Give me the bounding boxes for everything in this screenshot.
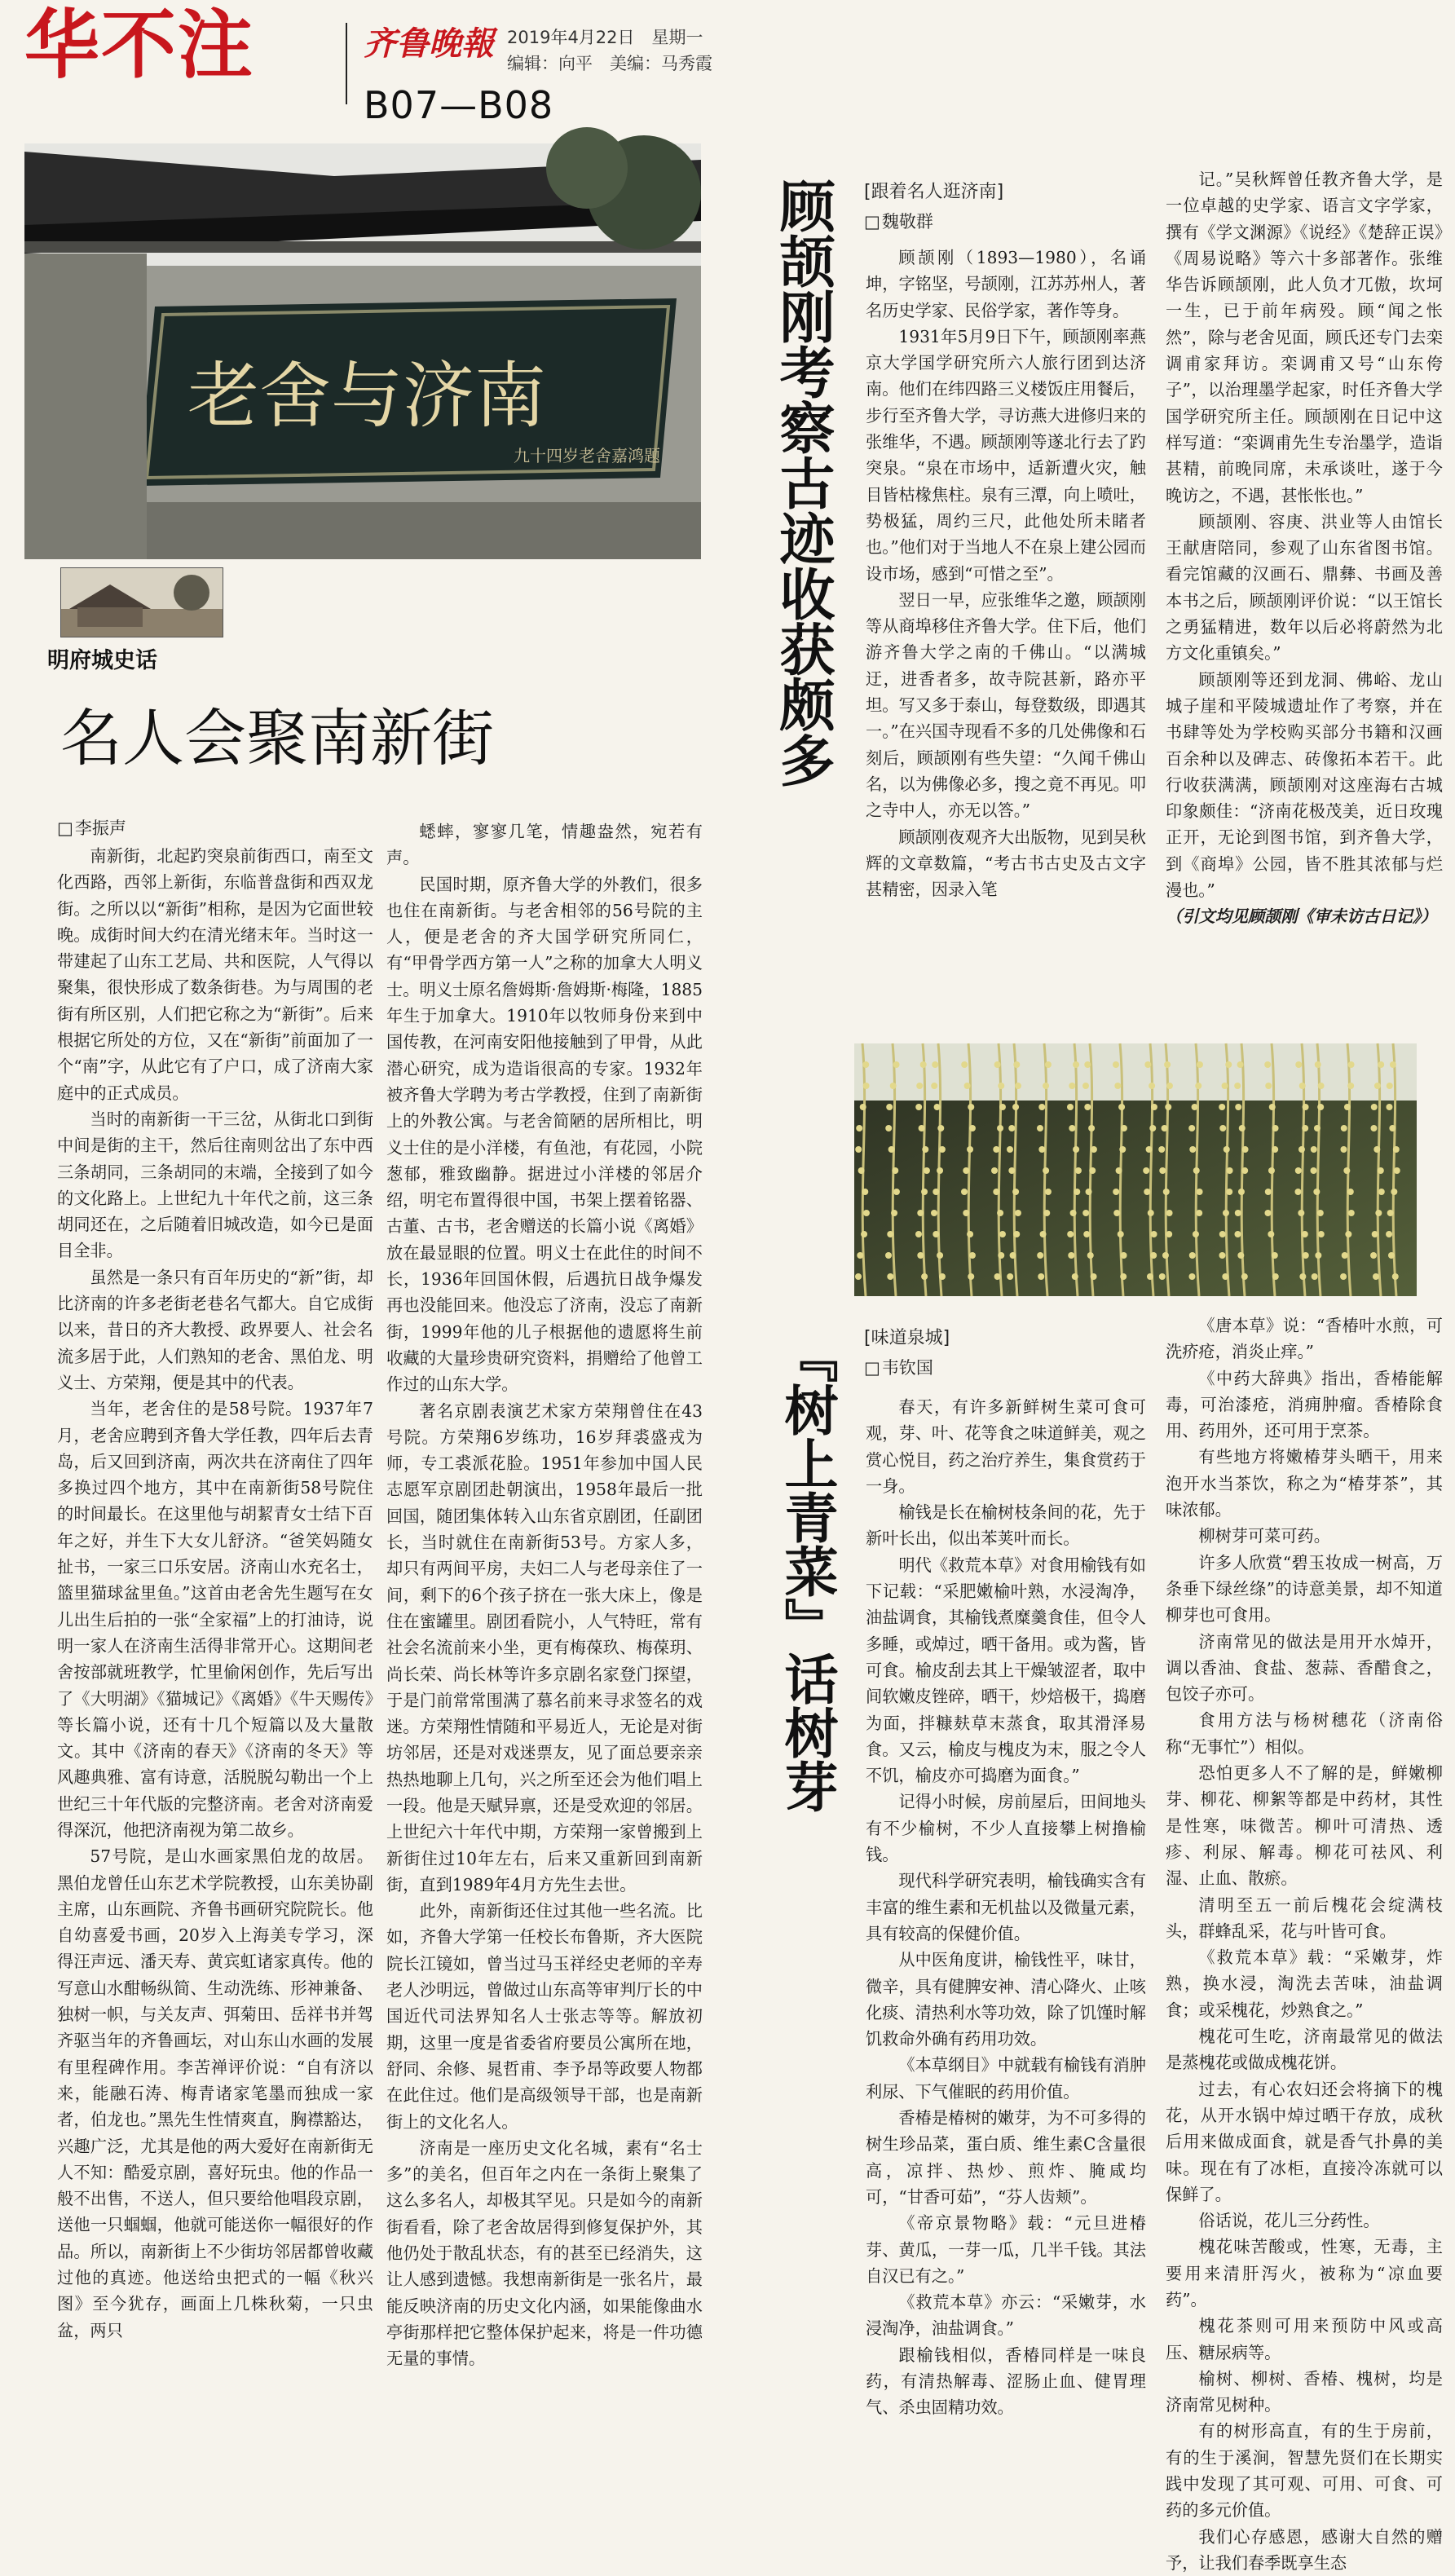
paragraph: 榆钱是长在榆树枝条间的花，先于新叶长出，似出苯荚叶而长。 (866, 1502, 1146, 1549)
article-headline-vertical: 顾颉刚考察古迹收获颇多 (770, 178, 835, 787)
paragraph: 记。”吴秋辉曾任教齐鲁大学，是一位卓越的史学家、语言文字学家，撰有《学文渊源》《说经》《楚辞正误》《周易说略》等六十多部著作。张维华告诉顾颉刚，此人负才兀傲，坎坷一生，已于前年病殁。顾“闻之怅然”，除与老舍见面，顾氏还专门去栾调甫家拜访。栾调甫又号“山东侉子”，以治理墨学起家，时任齐鲁大学国学研究所主任。顾颉刚在日记中这样写道：“栾调甫先生专治墨学，造诣甚精，前晚同席，未承谈吐，遂于今晚访之，不遇，甚怅怅也。” (1166, 170, 1443, 505)
column-label: 明府城史话 (47, 648, 157, 673)
paragraph: 著名京剧表演艺术家方荣翔曾住在43号院。方荣翔6岁练功，16岁拜裘盛戎为师，专工裘派花脸。1951年参加中国人民志愿军京剧团赴朝演出，1958年最后一批回国，随团集体转入山东省京剧团，任副团长，当时就住在南新街53号。方家人多，却只有两间平房，夫妇二人与老母亲住了一间，剩下的6个孩子挤在一张大床上，像是住在蜜罐里。剧团看院小，人气特旺，常有社会名流前来小坐，更有梅葆玖、梅葆玥、尚长荣、尚长林等许多京剧名家登门探望，于是门前常常围满了慕名前来寻求签名的戏迷。方荣翔性情随和平易近人，无论是对街坊邻居，还是对戏迷票友，见了面总要亲亲热热地聊上几句，兴之所至还会为他们唱上一段。他是天赋异禀，还是受欢迎的邻居。上世纪六十年代中期，方荣翔一家曾搬到上新街住过10年左右，后来又重新回到南新街，直到1989年4月方先生去世。 (386, 1400, 703, 1895)
paragraph: 顾颉刚夜观齐大出版物，见到吴秋辉的文章数篇，“考古书古史及古文字甚精密，因录入笔 (866, 827, 1146, 900)
paragraph: 俗话说，花儿三分药性。 (1198, 2211, 1380, 2231)
paragraph: 跟榆钱相似，香椿同样是一味良药，有清热解毒、涩肠止血、健胃理气、杀虫固精功效。 (866, 2344, 1146, 2418)
paragraph: 民国时期，原齐鲁大学的外教们，很多也住在南新街。与老舍相邻的56号院的主人，便是老舍的齐大国学研究所同仁，有“甲骨学西方第一人”之称的加拿大人明义士。明义士原名詹姆斯·詹姆斯·梅隆，1885年生于加拿大。1910年以牧师身份来到中国传教，在河南安阳他接触到了甲骨，从此潜心研究，成为造诣很高的专家。1932年被齐鲁大学聘为考古学教授，住到了南新街上的外教公寓。与老舍简陋的居所相比，明义士住的是小洋楼，有鱼池，有花园，小院葱郁，雅致幽静。据进过小洋楼的邻居介绍，明宅布置得很中国，书架上摆着铭器、古董、古书，老舍赠送的长篇小说《离婚》放在最显眼的位置。明义士在此住的时间不长，1936年回国休假，后遇抗日战争爆发再也没能回来。他没忘了济南，没忘了南新街，1999年他的儿子根据他的遗愿将生前收藏的大量珍贵研究资料，捐赠给了他曾工作过的山东大学。 (386, 874, 703, 1395)
newspaper-logo: 齐鲁晚報 (364, 24, 494, 63)
paragraph: 《本草纲目》中就载有榆钱有消肿利尿、下气催眠的药用价值。 (866, 2055, 1146, 2102)
paragraph: 现代科学研究表明，榆钱确实含有丰富的维生素和无机盐以及微量元素，具有较高的保健价值。 (866, 1871, 1146, 1943)
rubric-text: 味道泉城 (871, 1328, 943, 1348)
page-range: B07—B08 (364, 83, 554, 127)
paragraph: 有些地方将嫩椿芽头晒干，用来泡开水当茶饮，称之为“椿芽茶”，其味浓郁。 (1166, 1447, 1443, 1520)
article-body-column-2 (1166, 1312, 1443, 2573)
paragraph: 顾颉刚等还到龙洞、佛峪、龙山城子崖和平陵城遗址作了考察，并在书肆等处为学校购买部分书籍和汉画百余种以及碑志、砖像拓本若干。此行收获满满，顾颉刚对这座海右古城印象颇佳：“济南花极茂美，近日玫瑰正开，无论到图书馆，到齐鲁大学，到《商埠》公园，皆不胜其浓郁与烂漫也。” (1166, 669, 1443, 901)
article-byline: □ 李振声 (57, 815, 126, 840)
paragraph: 恐怕更多人不了解的是，鲜嫩柳芽、柳花、柳絮等都是中药材，其性是性寒，味微苦。柳叶可清热、透疹、利尿、解毒。柳花可祛风、利湿、止血、散瘀。 (1166, 1763, 1443, 1889)
paragraph: 南新街，北起趵突泉前街西口，南至文化西路，西邻上新街，东临普盘街和西双龙街。之所以以“新街”相称，是因为它面世较晚。成街时间大约在清光绪末年。当时这一带建起了山东工艺局、共和医院，人气得以聚集，很快形成了数条街巷。为与周围的老街有所区别，人们把它称之为“新街”。后来根据它所处的方位，又在“新街”前面加了一个“南”字，从此它有了户口，成了济南大家庭中的正式成员。 (57, 846, 373, 1103)
section-title: 华不注 (24, 2, 255, 89)
paragraph: 顾颉刚、容庚、洪业等人由馆长王献唐陪同，参观了山东省图书馆。看完馆藏的汉画石、鼎彝、书画及善本书之后，顾颉刚评价说：“以王馆长之勇猛精进，数年以后必将蔚然为北方文化重镇矣。” (1166, 511, 1443, 664)
laoshe-plaque-photo (24, 143, 701, 559)
paragraph: 春天，有许多新鲜树生菜可食可观，芽、叶、花等食之味道鲜美，观之赏心悦目，药之治疗养生，集食赏药于一身。 (866, 1397, 1146, 1496)
paragraph: 从中医角度讲，榆钱性平，味甘，微辛，具有健脾安神、清心降火、止咳化痰、清热利水等功效，除了饥馑时解饥救命外确有药用功效。 (866, 1950, 1146, 2049)
article-body-column-1 (57, 843, 373, 2481)
paragraph: 当年，老舍住的是58号院。1937年7月，老舍应聘到齐鲁大学任教，四年后去青岛，后又回到济南，两次共在济南住了四年多换过四个地方，其中在南新街58号院住的时间最长。在这里他与胡絜青女士结下百年之好，并生下大女儿舒济。“爸笑妈随女扯书，一家三口乐安居。济南山水充名士，篮里猫球盆里鱼。”这首由老舍先生题写在女儿出生后拍的一张“全家福”上的打油诗，说明一家人在济南生活得非常开心。这期间老舍按部就班教学，忙里偷闲创作，先后写出了《大明湖》《猫城记》《离婚》《牛天赐传》等长篇小说，还有十几个短篇以及大量散文。其中《济南的春天》《济南的冬天》等风趣典雅、富有诗意，活脱脱勾勒出一个上世纪三十年代版的完整济南。老舍对济南爱得深沉，他把济南视为第二故乡。 (57, 1399, 373, 1840)
paragraph: 翌日一早，应张维华之邀，顾颉刚等从商埠移住齐鲁大学。住下后，他们游齐鲁大学之南的千佛山。“以满城迂，进香者多，故寺院甚新，路亦平坦。写又多于泰山，每登数级，即遇其一。”在兴国寺现看不多的几处佛像和石刻后，顾颉刚有些失望：“久闻千佛山名，以为佛像必多，搜之竟不再见。叩之寺中人，亦无以答。” (866, 589, 1146, 821)
issue-date: 2019年4月22日 星期一 (507, 28, 703, 47)
paragraph: 济南常见的做法是用开水焯开，调以香油、食盐、葱蒜、香醋食之，包饺子亦可。 (1166, 1631, 1443, 1705)
paragraph: 1931年5月9日下午，顾颉刚率燕京大学国学研究所六人旅行团到达济南。他们在纬四路三义楼饭庄用餐后，步行至齐鲁大学，寻访燕大进修归来的张维华，不遇。顾颉刚等遂北行去了趵突泉。“泉在市场中，适新遭火灾，触目皆枯椽焦柱。泉有三潭，向上喷吐，势极猛，周约三尺，此他处所未睹者也。”他们对于当地人不在泉上建公园而设市场，感到“可惜之至”。 (866, 326, 1146, 584)
paragraph: 蟋蟀，寥寥几笔，情趣盎然，宛若有声。 (386, 822, 703, 868)
paragraph: 榆树、柳树、香椿、槐树，均是济南常见树种。 (1166, 2368, 1443, 2415)
paragraph: 济南是一座历史文化名城，素有“名士多”的美名，但百年之内在一条街上聚集了这么多名人，却极其罕见。只是如今的南新街看看，除了老舍故居得到修复保护外，其他仍处于散乱状态，有的甚至已经消失，这让人感到遗憾。我想南新街是一张名片，最能反映济南的历史文化内涵，如果能像曲水亭街那样把它整体保护起来，将是一件功德无量的事情。 (386, 2137, 703, 2369)
paragraph: 许多人欣赏“碧玉妆成一树高，万条垂下绿丝绦”的诗意美景，却不知道柳芽也可食用。 (1166, 1552, 1443, 1625)
paragraph: 有的树形高直，有的生于房前，有的生于溪涧，智慧先贤们在长期实践中发现了其可观、可用、可食、可药的多元价值。 (1166, 2421, 1443, 2521)
paragraph: 槐花茶则可用来预防中风或高压、糖尿病等。 (1166, 2316, 1443, 2362)
rubric-text: 跟着名人逛济南 (871, 182, 997, 202)
tree-buds-photo (854, 1043, 1417, 1296)
article-body-column-2 (386, 818, 703, 2481)
paragraph: 当时的南新街一干三岔，从街北口到街中间是街的主干，然后往南则岔出了东中西三条胡同，三条胡同的末端，全接到了如今的文化路上。上世纪九十年代之前，这三条胡同还在，之后随着旧城改造，如今已是面目全非。 (57, 1109, 373, 1261)
article-byline: □ 魏敬群 (864, 209, 933, 233)
paragraph: 《中药大辞典》指出，香椿能解毒，可治漆疮，消痈肿瘤。香椿除食用、药用外，还可用于烹茶。 (1166, 1368, 1443, 1441)
column-rubric: [味道泉城] (864, 1328, 950, 1348)
editor-credits: 编辑：向平 美编：马秀霞 (507, 54, 712, 73)
paragraph: 槐花可生吃，济南最常见的做法是蒸槐花或做成槐花饼。 (1166, 2027, 1443, 2073)
article-byline: □ 韦钦国 (864, 1355, 933, 1379)
paragraph: 57号院，是山水画家黑伯龙的故居。黑伯龙曾任山东艺术学院教授，山东美协副主席，山东画院、齐鲁书画研究院院长。他自幼喜爱书画，20岁入上海美专学习，深得汪声远、潘天寿、黄宾虹诸家真传。他的写意山水酣畅纵简、生动洗练、形神兼备、独树一帜，与关友声、弭菊田、岳祥书并驾齐驱当年的齐鲁画坛，对山东山水画的发展有里程碑作用。李苦禅评价说：“自有济以来，能融石涛、梅青诸家笔墨而独成一家者，伯龙也。”黑先生性情爽直，胸襟豁达，兴趣广泛，尤其是他的两大爱好在南新街无人不知：酷爱京剧，喜好玩虫。他的作品一般不出售，不送人，但只要给他唱段京剧，送他一只蝈蝈，他就可能送你一幅很好的作品。所以，南新街上不少街坊邻居都曾收藏过他的真迹。他送给虫把式的一幅《秋兴图》至今犹存，画面上几株秋菊，一只虫盆，两只 (57, 1846, 373, 2340)
article-headline-vertical: 『树上青菜』话树芽 (775, 1329, 838, 1813)
paragraph: 记得小时候，房前屋后，田间地头有不少榆树，不少人直接攀上树撸榆钱。 (866, 1792, 1146, 1865)
paragraph: 虽然是一条只有百年历史的“新”街，却比济南的许多老街老巷名气都大。自它成街以来，昔日的齐大教授、政界要人、社会名流多居于此，人们熟知的老舍、黑伯龙、明义士、方荣翔，便是其中的代表。 (57, 1267, 373, 1392)
column-rubric: [跟着名人逛济南] (864, 182, 1004, 202)
paragraph: 明代《救荒本草》对食用榆钱有如下记载：“采肥嫩榆叶熟，水浸淘净，油盐调食，其榆钱煮糜羹食佳，但令人多睡，或焯过，晒干备用。或为酱，皆可食。榆皮刮去其上干燥皱涩者，取中间软嫩皮锉碎，晒干，炒焙极干，捣磨为面，拌糠麸草末蒸食，取其滑泽易食。又云，榆皮与槐皮为末，服之令人不饥，榆皮亦可捣磨为面食。” (866, 1555, 1146, 1786)
paragraph: 槐花味苦酸或，性寒，无毒，主要用来清肝泻火，被称为“凉血要药”。 (1166, 2237, 1443, 2309)
article-body-column-2 (1166, 166, 1443, 941)
plaque-inscription: 九十四岁老舍嘉鸿题 (514, 446, 660, 465)
paragraph: 香椿是椿树的嫩芽，为不可多得的树生珍品菜，蛋白质、维生素C含量很高，凉拌、热炒、煎炸、腌咸均可，“甘香可茹”，“芬人齿颊”。 (866, 2108, 1146, 2207)
paragraph: 《唐本草》说：“香椿叶水煎，可洗疥疮，消炎止痒。” (1166, 1316, 1443, 1362)
article-headline: 名人会聚南新街 (60, 702, 494, 774)
paragraph: 《救荒本草》载：“采嫩芽，炸熟，换水浸，淘洗去苦味，油盐调食；或采槐花，炒熟食之。” (1166, 1947, 1443, 2020)
paragraph: 顾颉刚（1893—1980），名诵坤，字铭坚，号颉刚，江苏苏州人，著名历史学家、民俗学家，著作等身。 (866, 248, 1146, 320)
article-body-column-1 (866, 1394, 1146, 2486)
column-thumbnail (60, 567, 223, 637)
paragraph: 此外，南新街还住过其他一些名流。比如，齐鲁大学第一任校长布鲁斯，齐大医院院长江镜如，曾当过马玉祥经史老师的辛寿老人沙明远，曾做过山东高等审判厅长的中国近代司法界知名人士张志等等。解放初期，这里一度是省委省府要员公寓所在地，舒同、余修、晁哲甫、李予昂等政要人物都在此住过。他们是高级领导干部，也是南新街上的文化名人。 (386, 1901, 703, 2132)
article-source-note: （引文均见顾颉刚《审未访古日记》） (1166, 906, 1438, 927)
paragraph: 过去，有心农妇还会将摘下的槐花，从开水锅中焯过晒干存放，成秋后用来做成面食，就是香气扑鼻的美味。现在有了冰柜，直接冷冻就可以保鲜了。 (1166, 2079, 1443, 2204)
paragraph: 《救荒本草》亦云：“采嫩芽，水浸淘净，油盐调食。” (866, 2292, 1146, 2339)
masthead-divider (346, 23, 347, 104)
paragraph: 清明至五一前后槐花会绽满枝头，群蜂乱采，花与叶皆可食。 (1166, 1895, 1443, 1941)
plaque-calligraphy: 老舍与济南 (187, 354, 547, 438)
article-body-column-1 (866, 245, 1146, 970)
article-body-text (1166, 166, 1443, 903)
paragraph: 我们心存感恩，感谢大自然的赠予，让我们春季既享生态 (1166, 2526, 1443, 2573)
paragraph: 《帝京景物略》载：“元旦进椿芽、黄瓜，一芽一瓜，几半千钱。其法自汉已有之。” (866, 2213, 1146, 2286)
paragraph: 食用方法与杨树穗花（济南俗称“无事忙”）相似。 (1166, 1710, 1443, 1757)
paragraph: 柳树芽可菜可药。 (1198, 1526, 1330, 1546)
